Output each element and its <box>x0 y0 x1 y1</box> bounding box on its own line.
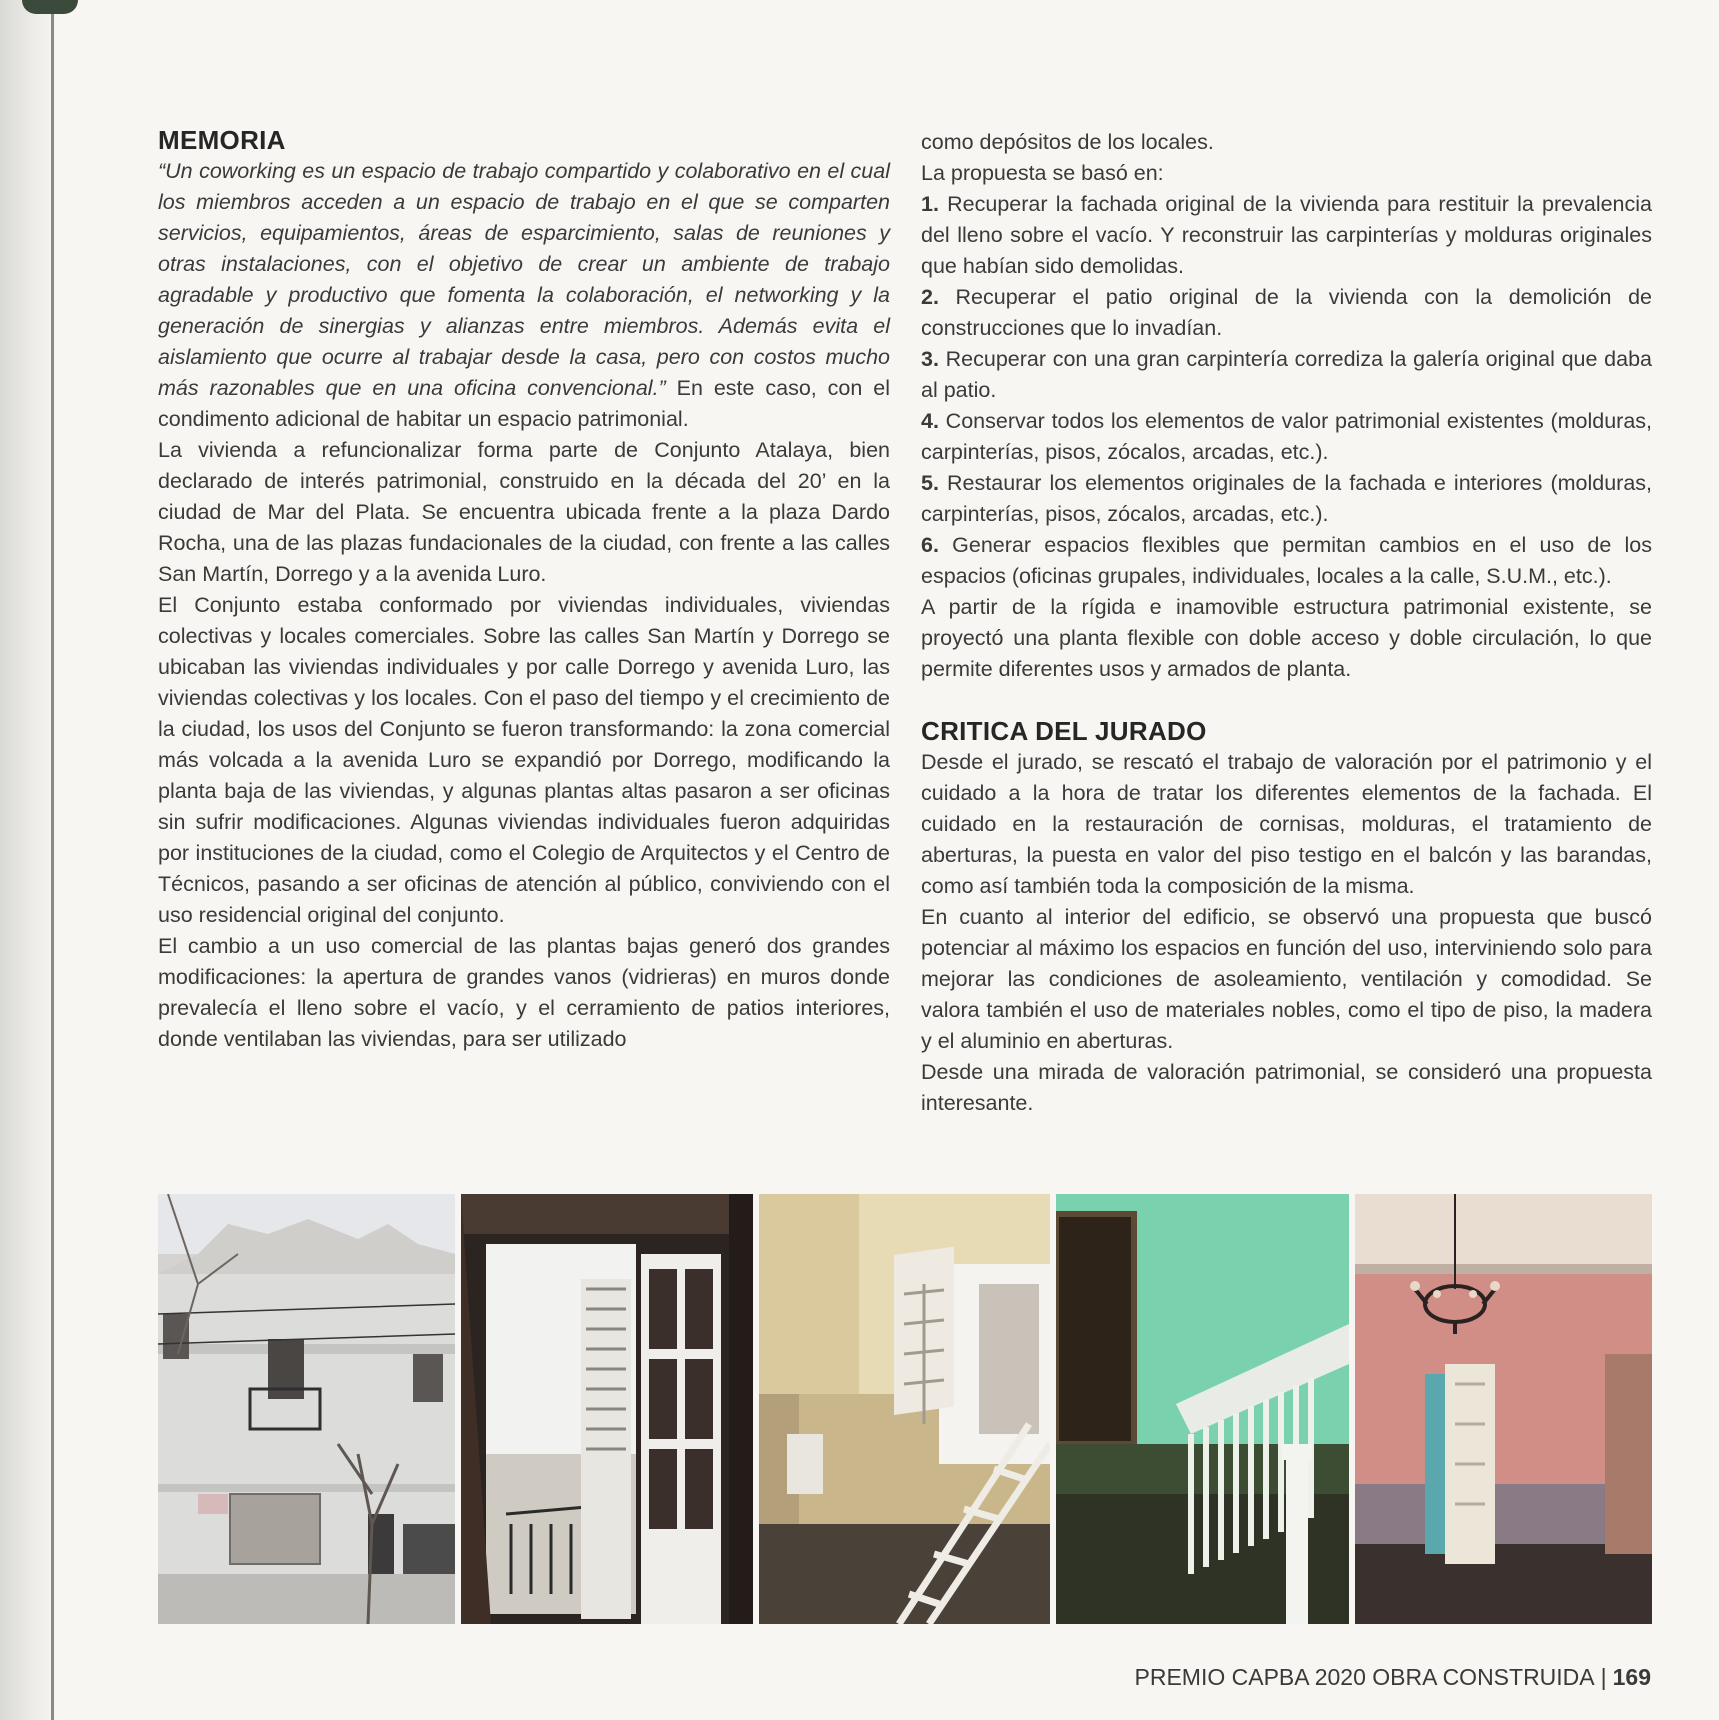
item-number: 4. <box>921 409 939 433</box>
continuation-line: como depósitos de los locales. <box>921 130 1214 154</box>
page-number: 169 <box>1612 1664 1651 1690</box>
photo-pink-room <box>1355 1194 1652 1624</box>
critica-heading: CRITICA DEL JURADO <box>921 716 1207 746</box>
critica-paragraph: Desde el jurado, se rescató el trabajo de valoración por el patrimonio y el cuidado a la hora de tratar los diferentes elementos de la fachada. El cuidado en la restauración de cornisas, molduras, el tratamiento de aberturas, la puesta en valor del piso testigo en el balcón y las barandas, como así también toda la composición de la misma. <box>921 750 1652 898</box>
photo-strip <box>158 1194 1652 1624</box>
photo-yellow-room <box>759 1194 1050 1624</box>
item-text: Conservar todos los elementos de valor patrimonial existentes (molduras, carpinterías, pisos, zócalos, arcadas, etc.). <box>921 409 1652 464</box>
spine-fold-line <box>51 0 54 1720</box>
publication-title: PREMIO CAPBA 2020 OBRA CONSTRUIDA <box>1134 1664 1595 1690</box>
book-spine <box>0 0 58 1720</box>
item-number: 5. <box>921 471 939 495</box>
photo-balcony-door <box>461 1194 753 1624</box>
coworking-quote: “Un coworking es un espacio de trabajo compartido y colaborativo en el cual los miembros acceden a un espacio de trabajo en el que se comparten servicios, equipamientos, áreas de esparcimiento, salas de reuniones y otras instalaciones, con el objetivo de crear un ambiente de trabajo agradable y productivo que fomenta la colaboración, el networking y la generación de sinergias y alianzas entre miembros. Además evita el aislamiento que ocurre al trabajar desde la casa, pero con costos mucho más razonables que en una oficina convencional.” <box>158 159 890 400</box>
item-number: 2. <box>921 285 939 309</box>
memoria-heading: MEMORIA <box>158 125 286 155</box>
critica-paragraph: En cuanto al interior del edificio, se observó una propuesta que buscó potenciar al máximo los espacios en función del uso, interviniendo solo para mejorar las condiciones de asoleamiento, ventilación y comodidad. Se valora también el uso de materiales nobles, como el tipo de piso, la madera y el aluminio en aberturas. <box>921 905 1652 1053</box>
item-text: Generar espacios flexibles que permitan cambios en el uso de los espacios (oficinas grupales, individuales, locales a la calle, S.U.M., etc.). <box>921 533 1652 588</box>
item-number: 6. <box>921 533 939 557</box>
page-corner-tab <box>22 0 78 14</box>
proposal-closing: A partir de la rígida e inamovible estructura patrimonial existente, se proyectó una planta flexible con doble acceso y doble circulación, lo que permite diferentes usos y armados de planta. <box>921 595 1652 681</box>
proposal-item <box>921 468 1652 530</box>
memoria-column <box>158 124 890 1055</box>
proposal-item <box>921 344 1652 406</box>
proposal-item <box>921 530 1652 592</box>
item-number: 1. <box>921 192 939 216</box>
photo-facade <box>158 1194 455 1624</box>
proposal-item <box>921 189 1652 282</box>
item-text: Recuperar con una gran carpintería corrediza la galería original que daba al patio. <box>921 347 1652 402</box>
memoria-paragraph: El Conjunto estaba conformado por viviendas individuales, viviendas colectivas y locales comerciales. Sobre las calles San Martín y Dorrego se ubicaban las viviendas individuales y por calle Dorrego y avenida Luro, las viviendas colectivas y los locales. Con el paso del tiempo y el crecimiento de la ciudad, los usos del Conjunto se fueron transformando: la zona comercial más volcada a la avenida Luro se expandió por Dorrego, modificando la planta baja de las viviendas, y algunas plantas altas pasaron a ser oficinas sin sufrir modificaciones. Algunas viviendas individuales fueron adquiridas por instituciones de la ciudad, como el Colegio de Arquitectos y el Centro de Técnicos, pasando a ser oficinas de atención al público, conviviendo con el uso residencial original del conjunto. <box>158 593 890 927</box>
proposal-item <box>921 406 1652 468</box>
memoria-paragraph: El cambio a un uso comercial de las plantas bajas generó dos grandes modificaciones: la apertura de grandes vanos (vidrieras) en muros donde prevalecía el lleno sobre el vacío, y el cerramiento de patios interiores, donde ventilaban las viviendas, para ser utilizado <box>158 934 890 1051</box>
proposal-item <box>921 282 1652 344</box>
photo-green-staircase <box>1056 1194 1349 1624</box>
quote-tail: En este caso, con el condimento adicional de habitar un espacio patrimonial. <box>158 376 890 431</box>
memoria-paragraph: La vivienda a refuncionalizar forma parte de Conjunto Atalaya, bien declarado de interés patrimonial, construido en la década del 20’ en la ciudad de Mar del Plata. Se encuentra ubicada frente a la plaza Dardo Rocha, una de las plazas fundacionales de la ciudad, con frente a las calles San Martín, Dorrego y a la avenida Luro. <box>158 438 890 586</box>
critica-paragraph: Desde una mirada de valoración patrimonial, se consideró una propuesta interesante. <box>921 1060 1652 1115</box>
proposal-column <box>921 127 1652 1119</box>
item-text: Recuperar el patio original de la vivienda con la demolición de construcciones que lo invadían. <box>921 285 1652 340</box>
footer-separator: | <box>1600 1664 1607 1690</box>
page-footer <box>1135 1664 1652 1691</box>
memoria-intro-paragraph <box>158 156 890 435</box>
item-number: 3. <box>921 347 939 371</box>
item-text: Recuperar la fachada original de la vivienda para restituir la prevalencia del lleno sobre el vacío. Y reconstruir las carpinterías y molduras originales que habían sido demolidas. <box>921 192 1652 278</box>
proposal-intro: La propuesta se basó en: <box>921 161 1164 185</box>
item-text: Restaurar los elementos originales de la fachada e interiores (molduras, carpinterías, pisos, zócalos, arcadas, etc.). <box>921 471 1652 526</box>
